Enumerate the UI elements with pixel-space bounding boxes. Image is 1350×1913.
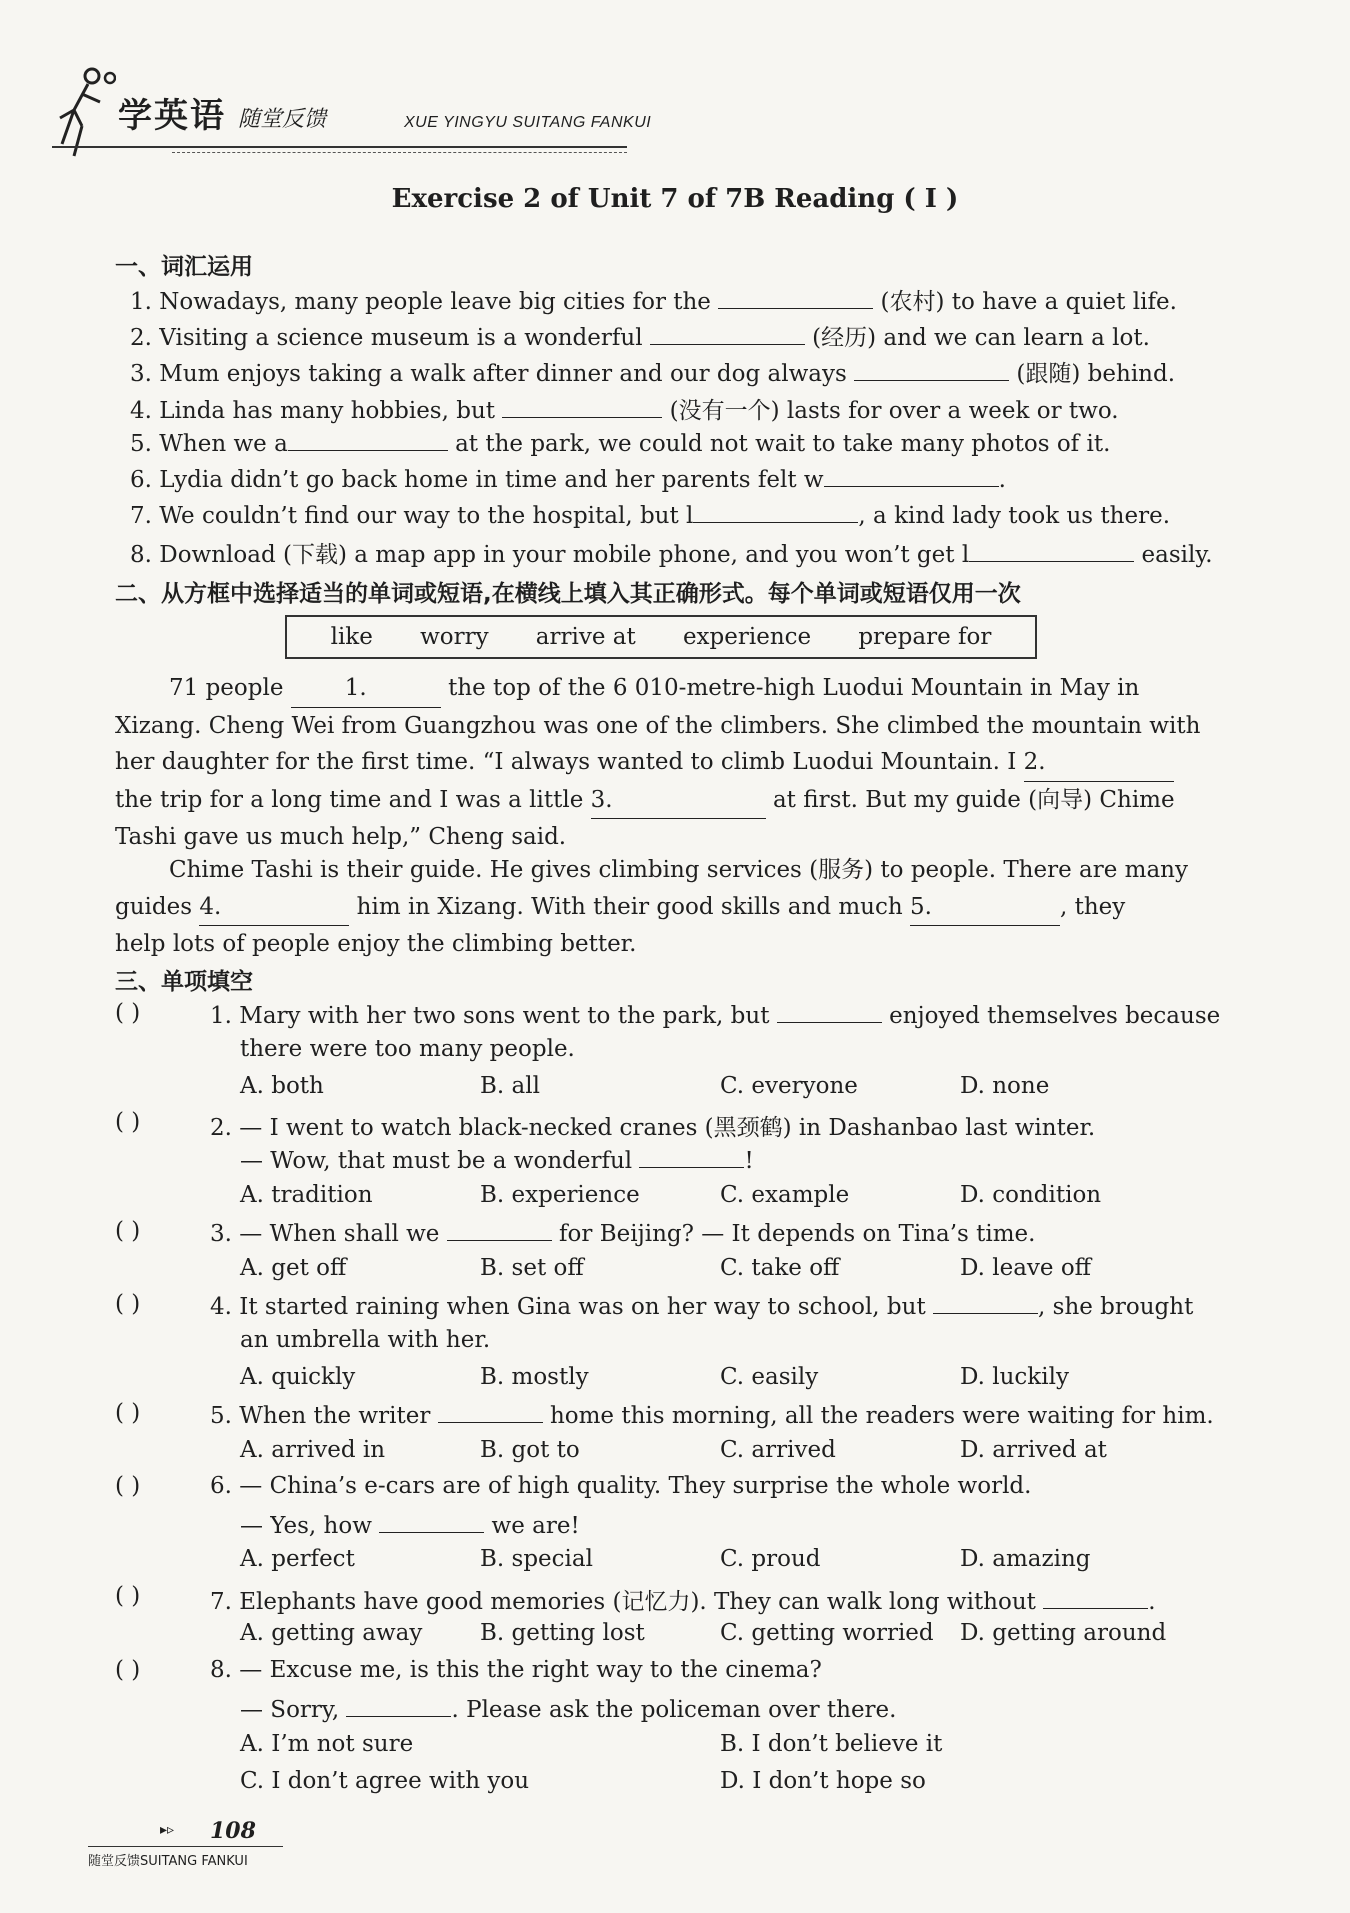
option-b[interactable]: B. experience [480, 1182, 640, 1208]
question-8-continued: — Sorry, . Please ask the policeman over there. [240, 1694, 896, 1723]
option-b[interactable]: B. all [480, 1073, 540, 1099]
page-number: 108 [210, 1818, 256, 1844]
answer-blank[interactable] [854, 358, 1009, 381]
answer-blank[interactable] [718, 286, 873, 309]
word-box [285, 615, 1037, 659]
question-4-stem: 4. It started raining when Gina was on her way to school, but , she brought [210, 1291, 1193, 1320]
passage-blank-4[interactable]: 4. [199, 889, 349, 927]
option-c[interactable]: C. take off [720, 1255, 840, 1281]
answer-blank [777, 1000, 882, 1023]
word-option: prepare for [858, 624, 992, 650]
question-5-stem: 5. When the writer home this morning, all the readers were waiting for him. [210, 1400, 1214, 1429]
option-b[interactable]: B. I don’t believe it [720, 1731, 943, 1757]
passage-blank-5[interactable]: 5. [910, 889, 1060, 927]
option-d[interactable]: D. amazing [960, 1546, 1091, 1572]
answer-blank [346, 1694, 451, 1717]
question-4-continued: an umbrella with her. [240, 1327, 491, 1353]
option-a[interactable]: A. get off [240, 1255, 347, 1281]
answer-bracket[interactable]: ( ) [115, 1109, 141, 1135]
option-b[interactable]: B. got to [480, 1437, 580, 1463]
option-d[interactable]: D. arrived at [960, 1437, 1107, 1463]
word-option: like [330, 624, 373, 650]
option-b[interactable]: B. set off [480, 1255, 584, 1281]
option-b[interactable]: B. getting lost [480, 1620, 645, 1646]
answer-blank [438, 1400, 543, 1423]
question-2-stem: 2. — I went to watch black-necked cranes (黑颈鹤) in Dashanbao last winter. [210, 1115, 1096, 1141]
option-a[interactable]: A. arrived in [240, 1437, 386, 1463]
option-c[interactable]: C. I don’t agree with you [240, 1768, 530, 1794]
answer-bracket[interactable]: ( ) [115, 1583, 141, 1609]
answer-blank[interactable] [502, 395, 662, 418]
question-7-stem: 7. Elephants have good memories (记忆力). They can walk long without . [210, 1583, 1156, 1616]
answer-bracket[interactable]: ( ) [115, 1657, 141, 1683]
option-b[interactable]: B. special [480, 1546, 593, 1572]
answer-bracket[interactable]: ( ) [115, 1000, 141, 1026]
logo-pinyin: XUE YINGYU SUITANG FANKUI [404, 114, 652, 131]
option-a[interactable]: A. getting away [240, 1620, 423, 1646]
answer-blank [379, 1510, 484, 1533]
answer-blank [933, 1291, 1038, 1314]
passage-paragraph-2: Chime Tashi is their guide. He gives climbing services (服务) to people. There are many guides 4. him in Xizang. With their good skills and much 5. , they help lots of people enjoy the climbing better. [115, 857, 1188, 957]
section3-heading: 三、单项填空 [115, 969, 253, 995]
question-1-stem: 1. Mary with her two sons went to the park, but enjoyed themselves because [210, 1000, 1220, 1029]
question-1-continued: there were too many people. [240, 1036, 575, 1062]
climber-logo-icon [52, 66, 116, 158]
option-d[interactable]: D. luckily [960, 1364, 1069, 1390]
vocab-item-2: 2. Visiting a science museum is a wonderful (经历) and we can learn a lot. [130, 319, 1150, 352]
option-a[interactable]: A. I’m not sure [240, 1731, 414, 1757]
passage-blank-1[interactable]: 1. [291, 670, 441, 708]
option-c[interactable]: C. getting worried [720, 1620, 934, 1646]
option-a[interactable]: A. tradition [240, 1182, 373, 1208]
answer-bracket[interactable]: ( ) [115, 1400, 141, 1426]
answer-blank [639, 1145, 744, 1168]
vocab-item-6: 6. Lydia didn’t go back home in time and her parents felt w . [130, 464, 1006, 493]
option-c[interactable]: C. easily [720, 1364, 819, 1390]
passage-paragraph-1: 71 people 1. the top of the 6 010-metre-high Luodui Mountain in May in Xizang. Cheng Wei from Guangzhou was one of the climbers. She climbed the mountain with her daughter for the first time. “I always wanted to climb Luodui Mountain. I 2. the trip for a long time and I was a little 3. at first. But my guide (向导) Chime Tashi gave us much help,” Cheng said. [115, 670, 1210, 856]
word-option: worry [420, 624, 489, 650]
answer-blank[interactable] [969, 539, 1134, 562]
answer-blank[interactable] [650, 322, 805, 345]
option-a[interactable]: A. perfect [240, 1546, 355, 1572]
question-3-stem: 3. — When shall we for Beijing? — It depends on Tina’s time. [210, 1218, 1035, 1247]
answer-blank [447, 1218, 552, 1241]
logo-subtitle: 随堂反馈 [238, 107, 327, 132]
page-arrow-icon: ▸▹ [160, 1822, 175, 1838]
option-d[interactable]: D. condition [960, 1182, 1102, 1208]
option-b[interactable]: B. mostly [480, 1364, 589, 1390]
question-6-continued: — Yes, how we are! [240, 1510, 580, 1539]
answer-blank[interactable] [824, 464, 999, 487]
answer-bracket[interactable]: ( ) [115, 1291, 141, 1317]
vocab-item-8: 8. Download (下载) a map app in your mobile phone, and you won’t get l easily. [130, 536, 1213, 569]
question-6-stem: 6. — China’s e-cars are of high quality. They surprise the whole world. [210, 1473, 1032, 1499]
vocab-item-3: 3. Mum enjoys taking a walk after dinner and our dog always (跟随) behind. [130, 355, 1175, 388]
header-dashed-rule [172, 152, 627, 153]
question-2-continued: — Wow, that must be a wonderful ! [240, 1145, 754, 1174]
vocab-item-1: 1. Nowadays, many people leave big cities for the (农村) to have a quiet life. [130, 283, 1177, 316]
logo-title: 学英语 [118, 96, 226, 136]
header-rule [52, 146, 627, 148]
vocab-item-5: 5. When we a at the park, we could not wait to take many photos of it. [130, 428, 1110, 457]
passage-blank-3[interactable]: 3. [591, 782, 766, 820]
answer-bracket[interactable]: ( ) [115, 1473, 141, 1499]
option-a[interactable]: A. both [240, 1073, 324, 1099]
option-c[interactable]: C. arrived [720, 1437, 836, 1463]
option-c[interactable]: C. example [720, 1182, 850, 1208]
passage-blank-2[interactable]: 2. [1024, 744, 1174, 782]
option-d[interactable]: D. getting around [960, 1620, 1167, 1646]
answer-blank[interactable] [693, 500, 858, 523]
footer-brand: 随堂反馈SUITANG FANKUI [88, 1854, 248, 1869]
option-a[interactable]: A. quickly [240, 1364, 356, 1390]
option-c[interactable]: C. everyone [720, 1073, 858, 1099]
footer-rule [88, 1846, 283, 1847]
section1-heading: 一、词汇运用 [115, 254, 253, 280]
answer-blank[interactable] [288, 428, 448, 451]
page-header [52, 58, 652, 158]
option-d[interactable]: D. I don’t hope so [720, 1768, 926, 1794]
word-option: experience [682, 624, 812, 650]
section2-heading: 二、从方框中选择适当的单词或短语,在横线上填入其正确形式。每个单词或短语仅用一次 [115, 581, 1021, 607]
option-d[interactable]: D. none [960, 1073, 1050, 1099]
vocab-item-7: 7. We couldn’t find our way to the hospital, but l , a kind lady took us there. [130, 500, 1170, 529]
option-d[interactable]: D. leave off [960, 1255, 1092, 1281]
question-8-stem: 8. — Excuse me, is this the right way to the cinema? [210, 1657, 822, 1683]
word-option: arrive at [535, 624, 636, 650]
answer-bracket[interactable]: ( ) [115, 1218, 141, 1244]
vocab-item-4: 4. Linda has many hobbies, but (没有一个) lasts for over a week or two. [130, 392, 1119, 425]
option-c[interactable]: C. proud [720, 1546, 821, 1572]
answer-blank [1043, 1586, 1148, 1609]
page-title: Exercise 2 of Unit 7 of 7B Reading ( Ⅰ ) [391, 184, 959, 214]
